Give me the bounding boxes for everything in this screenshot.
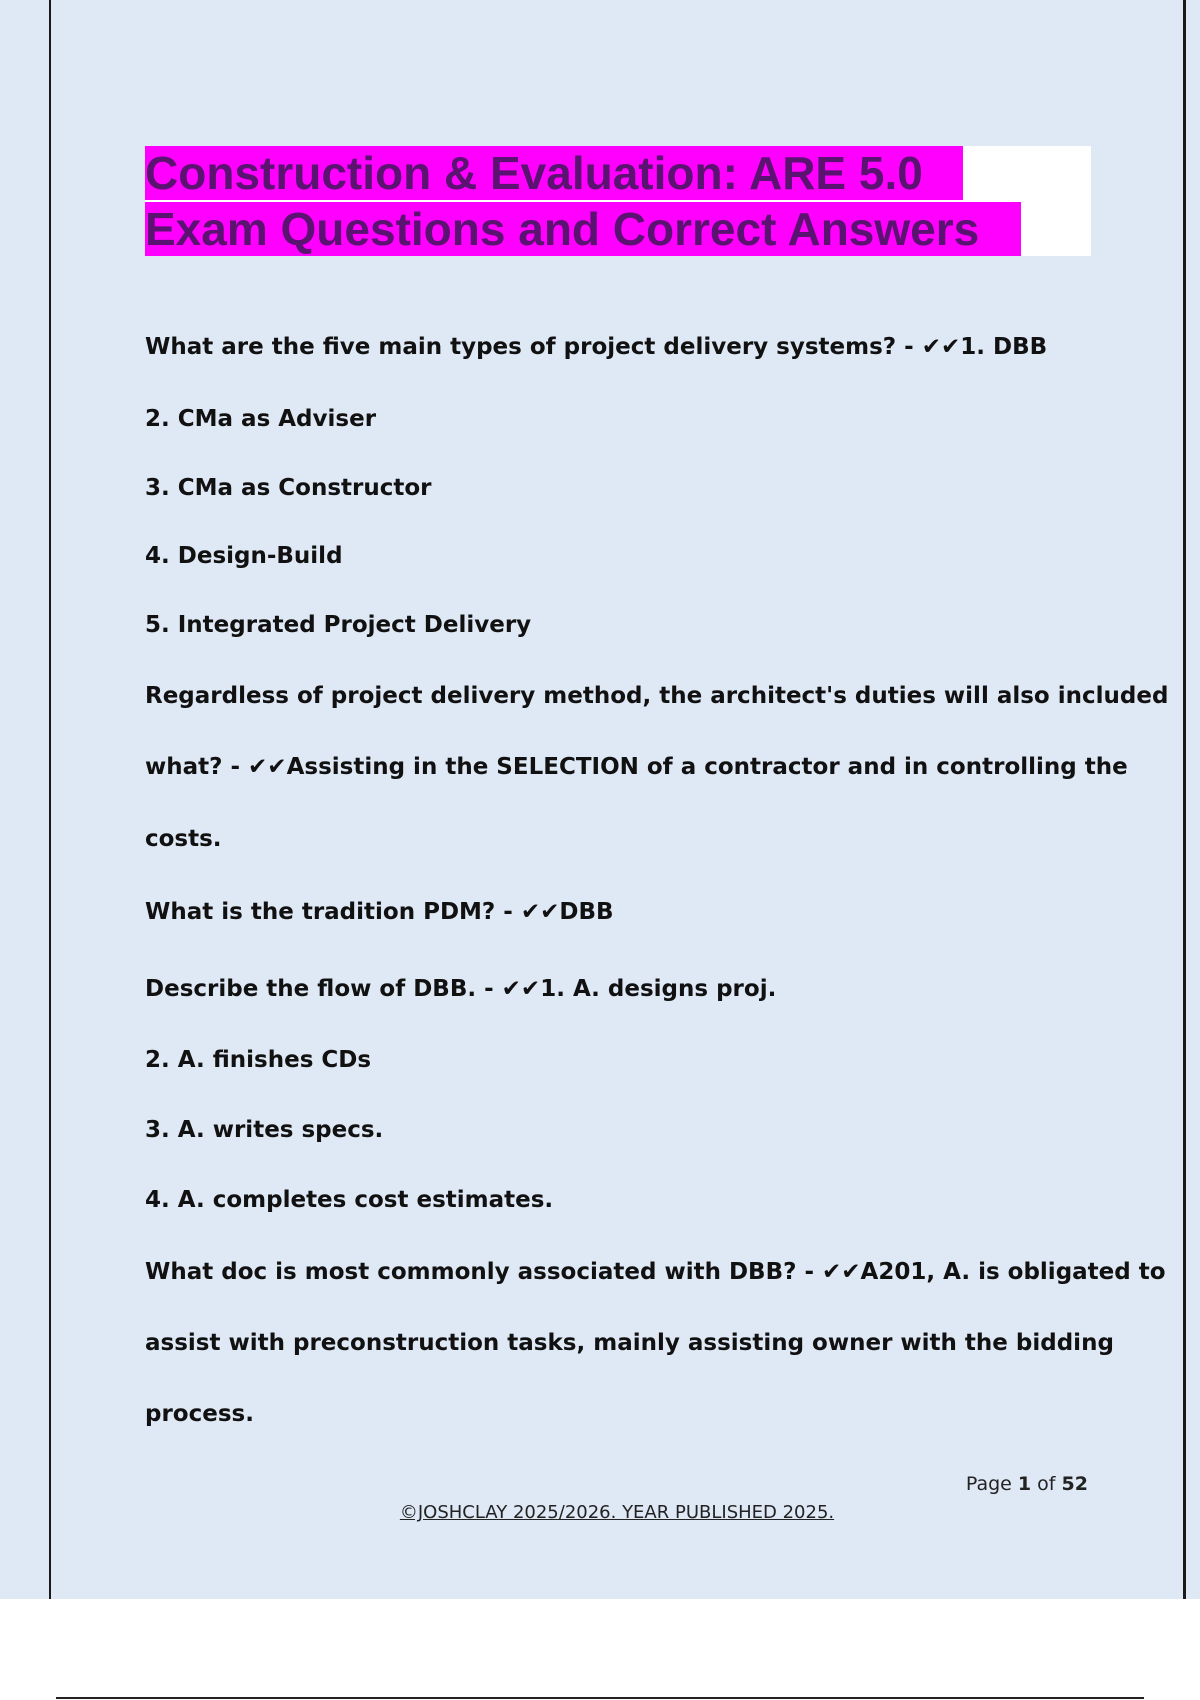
- answer-item-4: 4. Design-Build: [145, 543, 343, 569]
- bottom-divider: [56, 1697, 1144, 1699]
- question-5-answer: assist with preconstruction tasks, mainly assisting owner with the bidding: [145, 1330, 1114, 1356]
- question-3-text: What is the tradition PDM? - ✔✔DBB: [145, 899, 614, 925]
- dbb-step-4: 4. A. completes cost estimates.: [145, 1187, 554, 1213]
- question-2-answer: what? - ✔✔Assisting in the SELECTION of a contractor and in controlling the: [145, 754, 1128, 780]
- document-title-line-1: Construction & Evaluation: ARE 5.0: [145, 146, 963, 200]
- page-number: [930, 1472, 1088, 1496]
- question-4-text: Describe the flow of DBB. - ✔✔1. A. designs proj.: [145, 976, 777, 1002]
- answer-item-3: 3. CMa as Constructor: [145, 475, 432, 501]
- document-title-line-2: Exam Questions and Correct Answers: [145, 202, 1021, 256]
- question-2-text: Regardless of project delivery method, the architect's duties will also included: [145, 683, 1169, 709]
- question-5-answer-cont: process.: [145, 1401, 254, 1427]
- page-of: of: [1037, 1473, 1056, 1495]
- page-label: Page: [965, 1473, 1012, 1495]
- page-total: 52: [1061, 1473, 1088, 1495]
- page-current: 1: [1017, 1473, 1032, 1495]
- question-1-text: What are the five main types of project delivery systems? - ✔✔1. DBB: [145, 334, 1048, 360]
- page-border-right: [1183, 0, 1186, 1599]
- question-2-answer-cont: costs.: [145, 826, 222, 852]
- answer-item-5: 5. Integrated Project Delivery: [145, 612, 532, 638]
- dbb-step-2: 2. A. finishes CDs: [145, 1047, 372, 1073]
- page-border-left: [49, 0, 51, 1599]
- copyright-footer: ©JOSHCLAY 2025/2026. YEAR PUBLISHED 2025.: [399, 1502, 835, 1523]
- question-5-text: What doc is most commonly associated with DBB? - ✔✔A201, A. is obligated to: [145, 1259, 1166, 1285]
- answer-item-2: 2. CMa as Adviser: [145, 406, 377, 432]
- dbb-step-3: 3. A. writes specs.: [145, 1117, 384, 1143]
